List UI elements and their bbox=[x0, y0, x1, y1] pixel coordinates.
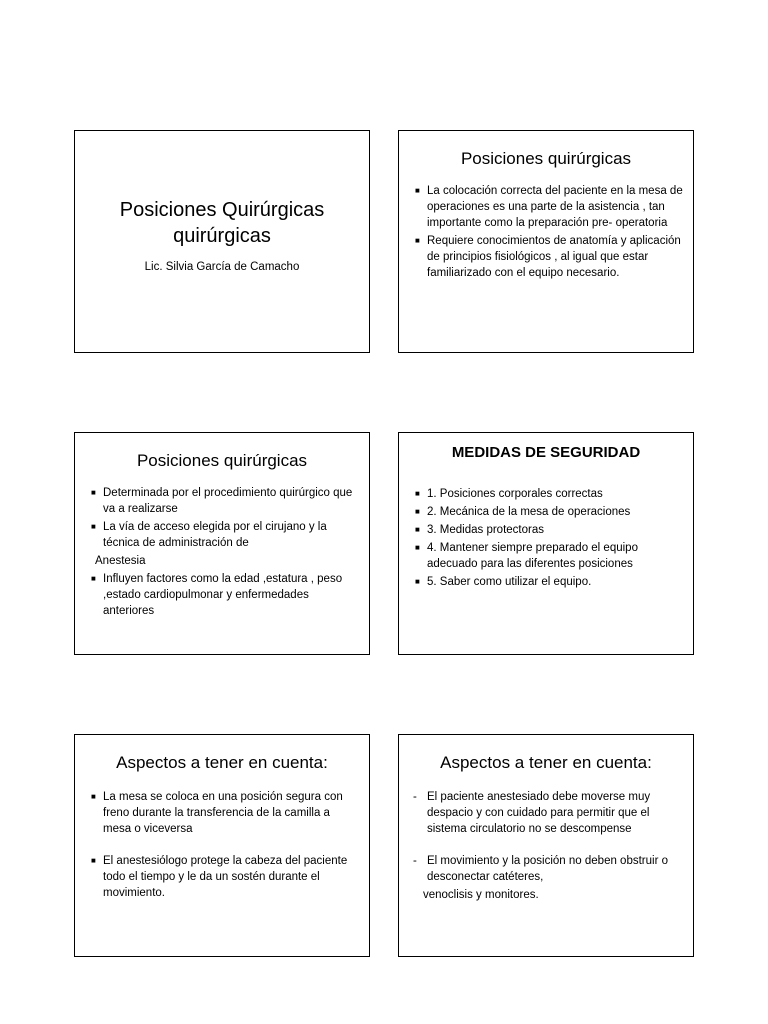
slide-6-title: Aspectos a tener en cuenta: bbox=[440, 753, 652, 772]
list-item bbox=[87, 519, 359, 551]
slide-4 bbox=[398, 432, 694, 655]
square-bullet-icon: ■ bbox=[415, 525, 420, 534]
slide-1-title-line1: Posiciones Quirúrgicas bbox=[119, 199, 325, 221]
square-bullet-icon: ■ bbox=[415, 543, 420, 552]
list-item-text: Determinada por el procedimiento quirúrgico que va a realizarse bbox=[103, 487, 353, 515]
list-item bbox=[87, 789, 359, 837]
list-item bbox=[411, 486, 683, 502]
list-item-text: 3. Medidas protectoras bbox=[427, 524, 544, 536]
slide-6 bbox=[398, 734, 694, 957]
list-continuation: Anestesia bbox=[95, 555, 146, 567]
slide-1 bbox=[74, 130, 370, 353]
list-item-text: La mesa se coloca en una posición segura con freno durante la transferencia de la camilla a mesa o viceversa bbox=[103, 791, 343, 835]
list-item bbox=[411, 233, 683, 281]
square-bullet-icon: ■ bbox=[91, 574, 96, 583]
slide-6-list bbox=[411, 789, 683, 905]
slide-5-list bbox=[87, 789, 359, 903]
list-item-text: El paciente anestesiado debe moverse muy despacio y con cuidado para permitir que el sistema circulatorio no se descompense bbox=[427, 791, 651, 835]
list-item bbox=[87, 485, 359, 517]
list-item bbox=[411, 504, 683, 520]
square-bullet-icon: ■ bbox=[415, 489, 420, 498]
list-item-text: 2. Mecánica de la mesa de operaciones bbox=[427, 506, 631, 518]
list-item-text: Requiere conocimientos de anatomía y aplicación de principios fisiológicos , al igual que estar familiarizado con el equipo necesario. bbox=[427, 235, 681, 279]
dash-bullet-icon: - bbox=[413, 855, 417, 867]
list-item bbox=[411, 574, 683, 590]
list-item bbox=[411, 853, 683, 885]
slide-3 bbox=[74, 432, 370, 655]
slide-1-title-line2: quirúrgicas bbox=[173, 225, 271, 247]
slide-3-list bbox=[87, 485, 359, 621]
list-item-text: El anestesiólogo protege la cabeza del paciente todo el tiempo y le da un sostén durante el movimiento. bbox=[103, 855, 348, 899]
list-item bbox=[87, 853, 359, 901]
square-bullet-icon: ■ bbox=[91, 488, 96, 497]
square-bullet-icon: ■ bbox=[415, 577, 420, 586]
list-gap bbox=[87, 839, 359, 853]
list-item-text: 4. Mantener siempre preparado el equipo adecuado para las diferentes posiciones bbox=[427, 542, 638, 570]
slide-2 bbox=[398, 130, 694, 353]
list-item-text: La colocación correcta del paciente en la mesa de operaciones es una parte de la asistencia , tan importante como la preparación pre- operatoria bbox=[427, 185, 683, 229]
list-item-text: Influyen factores como la edad ,estatura , peso ,estado cardiopulmonar y enfermedades anteriores bbox=[103, 573, 343, 617]
square-bullet-icon: ■ bbox=[415, 507, 420, 516]
slide-5-title: Aspectos a tener en cuenta: bbox=[116, 753, 328, 772]
slide-2-list bbox=[411, 183, 683, 283]
slide-3-title: Posiciones quirúrgicas bbox=[136, 451, 308, 470]
slide-2-title: Posiciones quirúrgicas bbox=[460, 149, 632, 168]
square-bullet-icon: ■ bbox=[91, 522, 96, 531]
slide-5 bbox=[74, 734, 370, 957]
list-item-text: La vía de acceso elegida por el cirujano y la técnica de administración de bbox=[103, 521, 327, 549]
list-item bbox=[411, 183, 683, 231]
square-bullet-icon: ■ bbox=[415, 236, 420, 245]
list-item bbox=[411, 540, 683, 572]
slide-1-subtitle: Lic. Silvia García de Camacho bbox=[144, 261, 300, 273]
slide-4-title: MEDIDAS DE SEGURIDAD bbox=[451, 444, 641, 461]
list-item-text: El movimiento y la posición no deben obstruir o desconectar catéteres, bbox=[427, 855, 668, 883]
slide-4-list bbox=[411, 486, 683, 592]
list-gap bbox=[411, 839, 683, 853]
dash-bullet-icon: - bbox=[413, 791, 417, 803]
list-continuation: venoclisis y monitores. bbox=[423, 889, 539, 901]
square-bullet-icon: ■ bbox=[91, 792, 96, 801]
list-item bbox=[87, 571, 359, 619]
slide-1-title bbox=[75, 197, 369, 249]
square-bullet-icon: ■ bbox=[91, 856, 96, 865]
list-item-text: 5. Saber como utilizar el equipo. bbox=[427, 576, 592, 588]
list-item bbox=[411, 789, 683, 837]
list-item-text: 1. Posiciones corporales correctas bbox=[427, 488, 603, 500]
list-item bbox=[411, 522, 683, 538]
square-bullet-icon: ■ bbox=[415, 186, 420, 195]
